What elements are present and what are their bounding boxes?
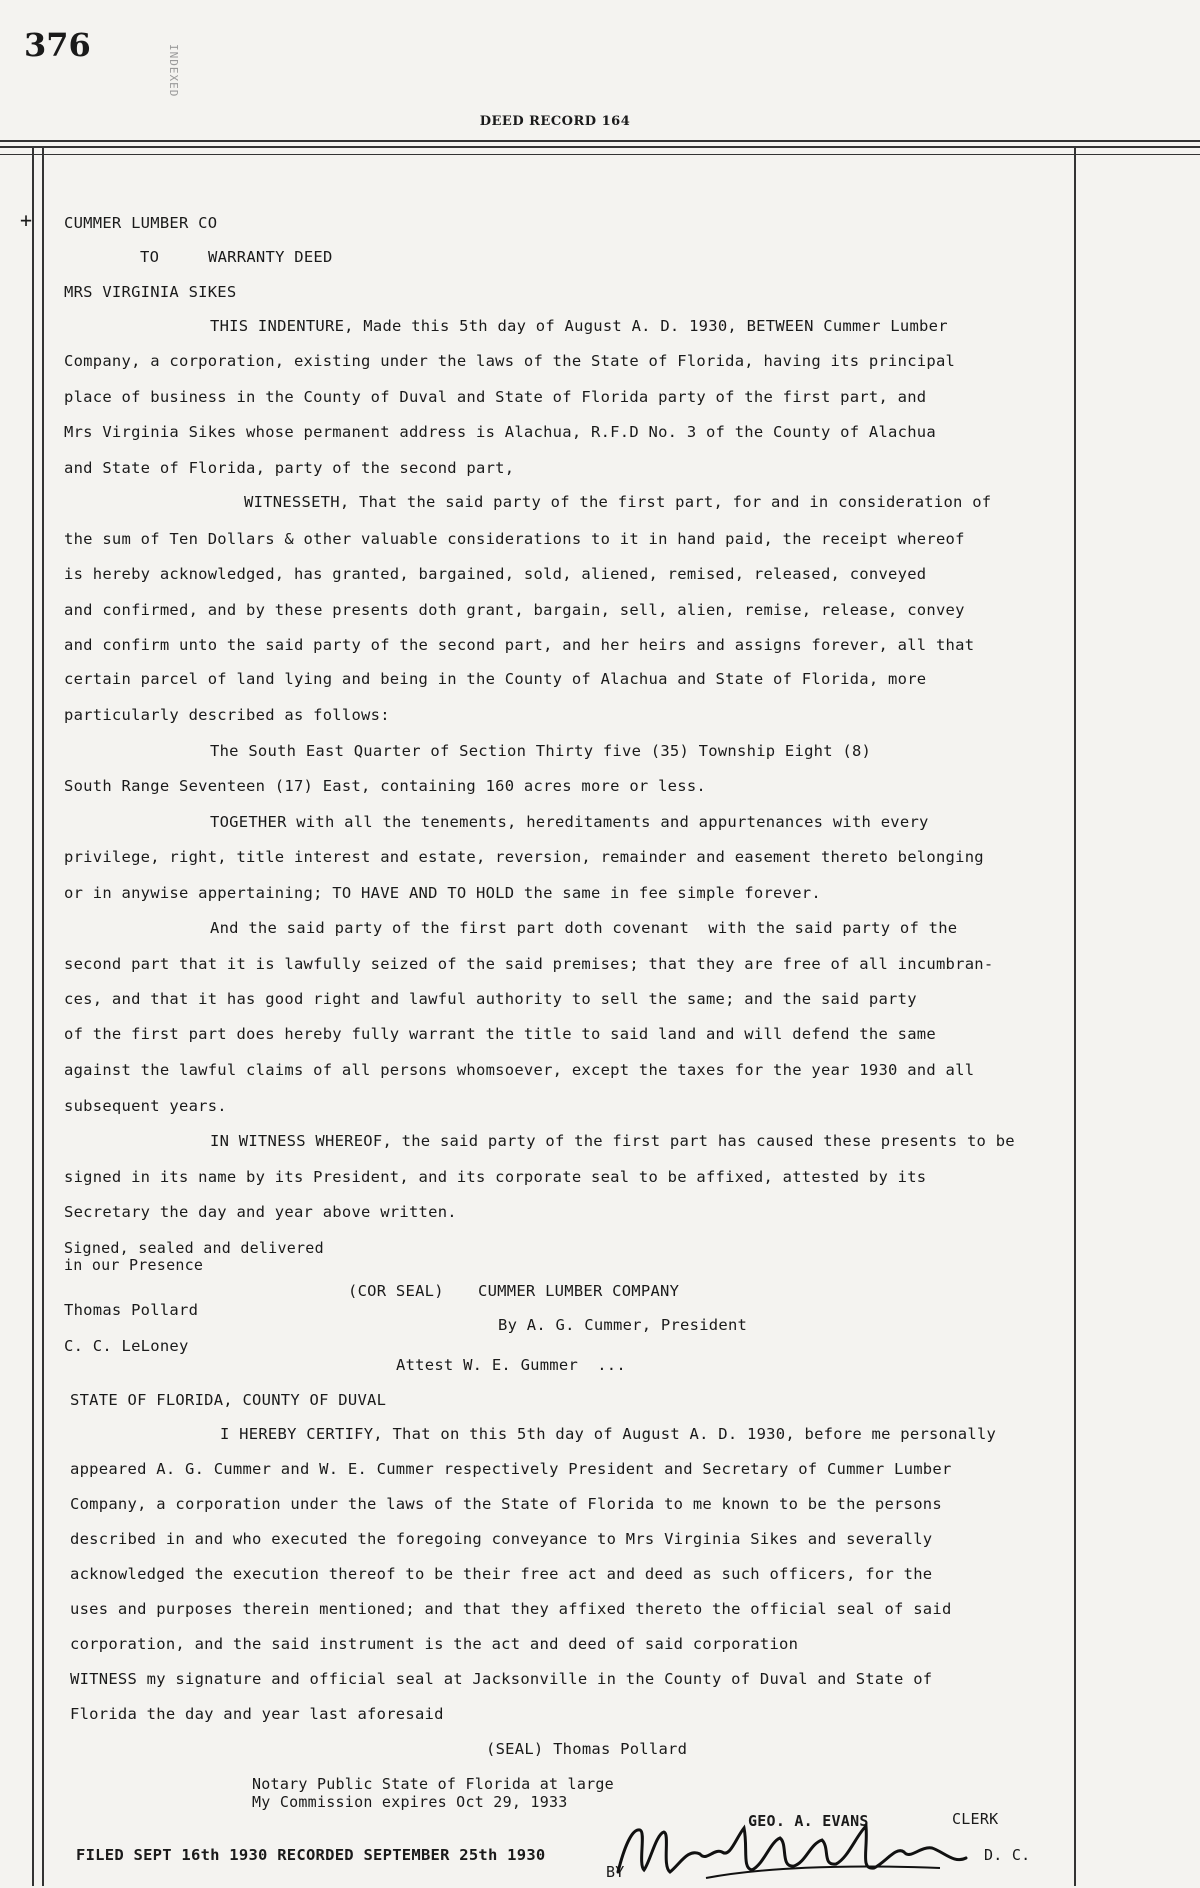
body-line: Company, a corporation, existing under the laws of the State of Florida, having its principal (64, 352, 956, 370)
body-line: And the said party of the first part doth covenant with the said party of the (210, 919, 958, 937)
deed-type-heading: WARRANTY DEED (208, 248, 333, 266)
body-line: of the first part does hereby fully warrant the title to said land and will defend the same (64, 1025, 936, 1043)
header-rule (0, 146, 1200, 148)
record-header-title: DEED RECORD 164 (479, 114, 631, 129)
body-line: IN WITNESS WHEREOF, the said party of the first part has caused these presents to be (210, 1132, 1015, 1150)
body-line: subsequent years. (64, 1097, 227, 1115)
acknowledgment-line: I HEREBY CERTIFY, That on this 5th day of August A. D. 1930, before me personally (220, 1425, 997, 1443)
venue-heading: STATE OF FLORIDA, COUNTY OF DUVAL (70, 1391, 387, 1409)
clerk-title: CLERK (952, 1810, 999, 1828)
right-margin-line (1074, 148, 1076, 1886)
header-rule (0, 154, 1200, 155)
body-line: certain parcel of land lying and being in the County of Alachua and State of Florida, more (64, 670, 927, 688)
body-line: against the lawful claims of all persons whomsoever, except the taxes for the year 1930 and all (64, 1061, 975, 1079)
witness-intro: in our Presence (64, 1256, 204, 1274)
acknowledgment-line: appeared A. G. Cummer and W. E. Cummer respectively President and Secretary of Cummer Lumber (70, 1460, 952, 1478)
filing-statement: FILED SEPT 16th 1930 RECORDED SEPTEMBER 25th 1930 (76, 1846, 546, 1864)
grantee-heading: MRS VIRGINIA SIKES (64, 283, 237, 301)
company-name: CUMMER LUMBER COMPANY (478, 1282, 680, 1300)
deputy-clerk-signature (610, 1818, 970, 1884)
witness-name: C. C. LeLoney (64, 1337, 189, 1355)
notary-signature: (SEAL) Thomas Pollard (486, 1740, 688, 1758)
body-line: The South East Quarter of Section Thirty five (35) Township Eight (8) (210, 742, 872, 760)
cross-mark-icon: + (20, 208, 33, 232)
left-margin-line (42, 148, 44, 1886)
body-line: South Range Seventeen (17) East, containing 160 acres more or less. (64, 777, 706, 795)
body-line: and State of Florida, party of the second part, (64, 459, 515, 477)
clerk-name: GEO. A. EVANS (748, 1812, 869, 1830)
notary-title: Notary Public State of Florida at large (252, 1775, 614, 1793)
acknowledgment-line: corporation, and the said instrument is the act and deed of said corporation (70, 1635, 799, 1653)
left-margin-line (32, 148, 34, 1886)
body-line: the sum of Ten Dollars & other valuable considerations to it in hand paid, the receipt whereof (64, 530, 965, 548)
acknowledgment-line: WITNESS my signature and official seal at Jacksonville in the County of Duval and State of (70, 1670, 933, 1688)
body-line: TOGETHER with all the tenements, hereditaments and appurtenances with every (210, 813, 929, 831)
body-line: THIS INDENTURE, Made this 5th day of August A. D. 1930, BETWEEN Cummer Lumber (210, 317, 948, 335)
body-line: WITNESSETH, That the said party of the first part, for and in consideration of (244, 493, 992, 511)
body-line: is hereby acknowledged, has granted, bargained, sold, aliened, remised, released, conveyed (64, 565, 927, 583)
grantor-heading: CUMMER LUMBER CO (64, 214, 218, 232)
deputy-clerk-label: D. C. (984, 1846, 1031, 1864)
body-line: privilege, right, title interest and estate, reversion, remainder and easement thereto belonging (64, 848, 984, 866)
body-line: ces, and that it has good right and lawful authority to sell the same; and the said party (64, 990, 917, 1008)
witness-intro: Signed, sealed and delivered (64, 1239, 324, 1257)
by-label: BY (606, 1863, 625, 1881)
body-line: second part that it is lawfully seized of the said premises; that they are free of all incumbran- (64, 955, 994, 973)
acknowledgment-line: Florida the day and year last aforesaid (70, 1705, 444, 1723)
page-number: 376 (24, 26, 91, 64)
indexed-stamp: INDEXED (167, 44, 180, 98)
body-line: and confirm unto the said party of the second part, and her heirs and assigns forever, all that (64, 636, 975, 654)
body-line: Secretary the day and year above written. (64, 1203, 457, 1221)
corporate-seal: (COR SEAL) (348, 1282, 444, 1300)
acknowledgment-line: Company, a corporation under the laws of the State of Florida to me known to be the persons (70, 1495, 942, 1513)
president-signature: By A. G. Cummer, President (498, 1316, 748, 1334)
to-heading: TO (140, 248, 160, 266)
witness-name: Thomas Pollard (64, 1301, 199, 1319)
notary-commission: My Commission expires Oct 29, 1933 (252, 1793, 568, 1811)
body-line: particularly described as follows: (64, 706, 390, 724)
acknowledgment-line: described in and who executed the foregoing conveyance to Mrs Virginia Sikes and severally (70, 1530, 933, 1548)
body-line: Mrs Virginia Sikes whose permanent address is Alachua, R.F.D No. 3 of the County of Alachua (64, 423, 936, 441)
body-line: and confirmed, and by these presents doth grant, bargain, sell, alien, remise, release, convey (64, 601, 965, 619)
body-line: signed in its name by its President, and its corporate seal to be affixed, attested by its (64, 1168, 927, 1186)
body-line: place of business in the County of Duval and State of Florida party of the first part, and (64, 388, 927, 406)
header-rule (0, 140, 1200, 142)
acknowledgment-line: uses and purposes therein mentioned; and that they affixed thereto the official seal of said (70, 1600, 952, 1618)
body-line: or in anywise appertaining; TO HAVE AND TO HOLD the same in fee simple forever. (64, 884, 821, 902)
attest-signature: Attest W. E. Gummer ... (396, 1356, 626, 1374)
acknowledgment-line: acknowledged the execution thereof to be their free act and deed as such officers, for the (70, 1565, 933, 1583)
